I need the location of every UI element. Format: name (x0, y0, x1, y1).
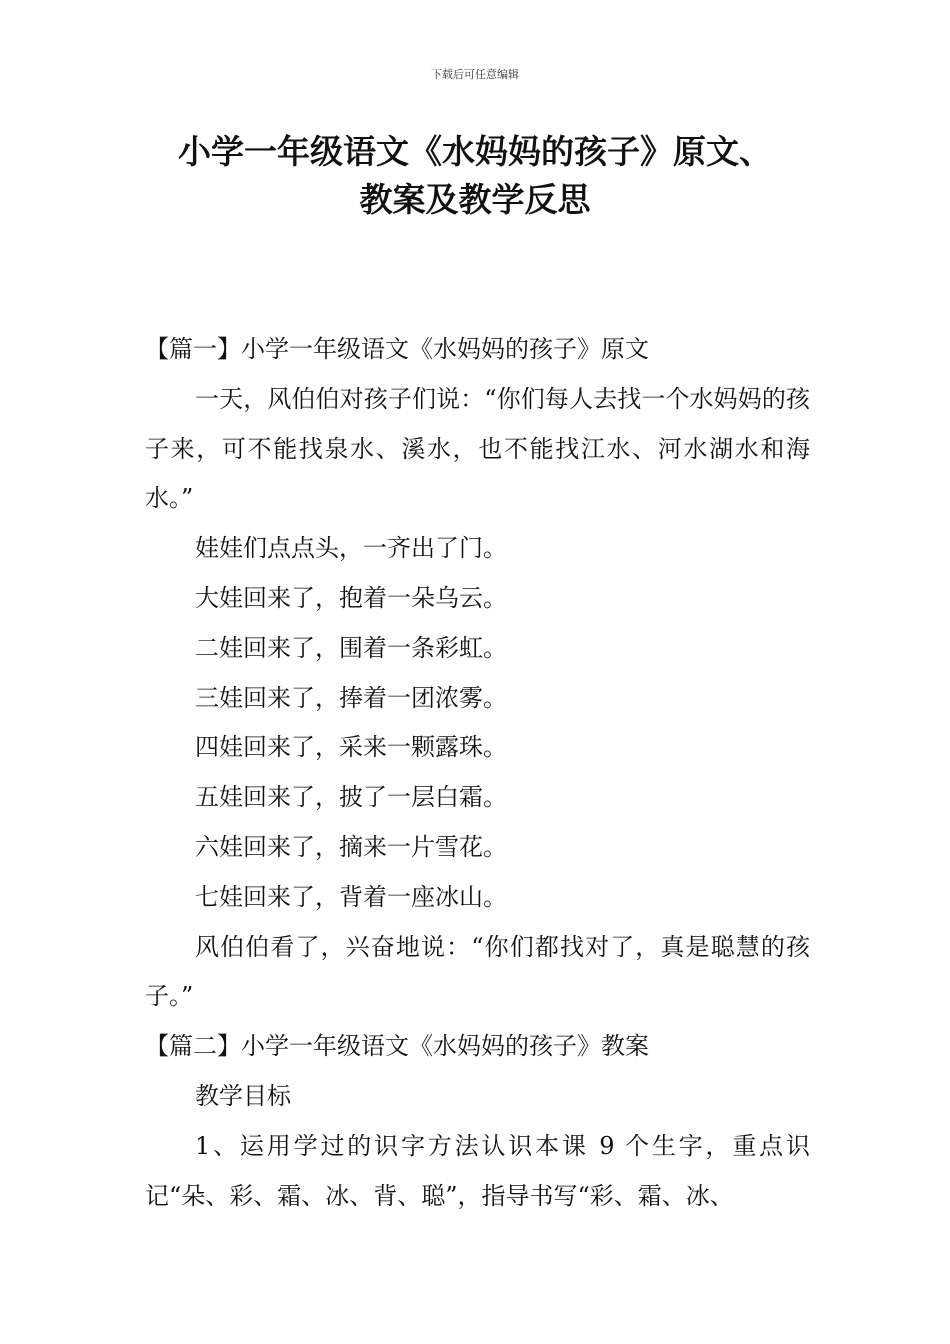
title-line-2: 教案及教学反思 (359, 180, 591, 219)
subheading: 教学目标 (195, 1081, 291, 1110)
paragraph: 三娃回来了，捧着一团浓雾。 (195, 683, 507, 712)
document-body (145, 325, 810, 1221)
header-note: 下载后可任意编辑 (431, 68, 519, 81)
paragraph: 大娃回来了，抱着一朵乌云。 (195, 583, 507, 612)
paragraph: 一天，风伯伯对孩子们说：“你们每人去找一个水妈妈的孩子来，可不能找泉水、溪水，也不能找江水、河水湖水和海水。” (145, 384, 810, 513)
paragraph: 七娃回来了，背着一座冰山。 (195, 882, 507, 911)
section-heading: 【篇二】小学一年级语文《水妈妈的孩子》教案 (145, 1032, 649, 1061)
paragraph: 四娃回来了，采来一颗露珠。 (195, 733, 507, 762)
paragraph: 娃娃们点点头，一齐出了门。 (195, 534, 507, 563)
paragraph: 二娃回来了，围着一条彩虹。 (195, 633, 507, 662)
paragraph: 六娃回来了，摘来一片雪花。 (195, 832, 507, 861)
paragraph: 1、运用学过的识字方法认识本课 9 个生字，重点识记“朵、彩、霜、冰、背、聪”，指导书写“彩、霜、冰、 (145, 1131, 810, 1210)
paragraph: 五娃回来了，披了一层白霜。 (195, 783, 507, 812)
document-title (60, 128, 890, 224)
section-heading: 【篇一】小学一年级语文《水妈妈的孩子》原文 (145, 335, 649, 363)
title-line-1: 小学一年级语文《水妈妈的孩子》原文、 (178, 132, 772, 171)
paragraph: 风伯伯看了，兴奋地说：“你们都找对了，真是聪慧的孩子。” (145, 932, 810, 1011)
